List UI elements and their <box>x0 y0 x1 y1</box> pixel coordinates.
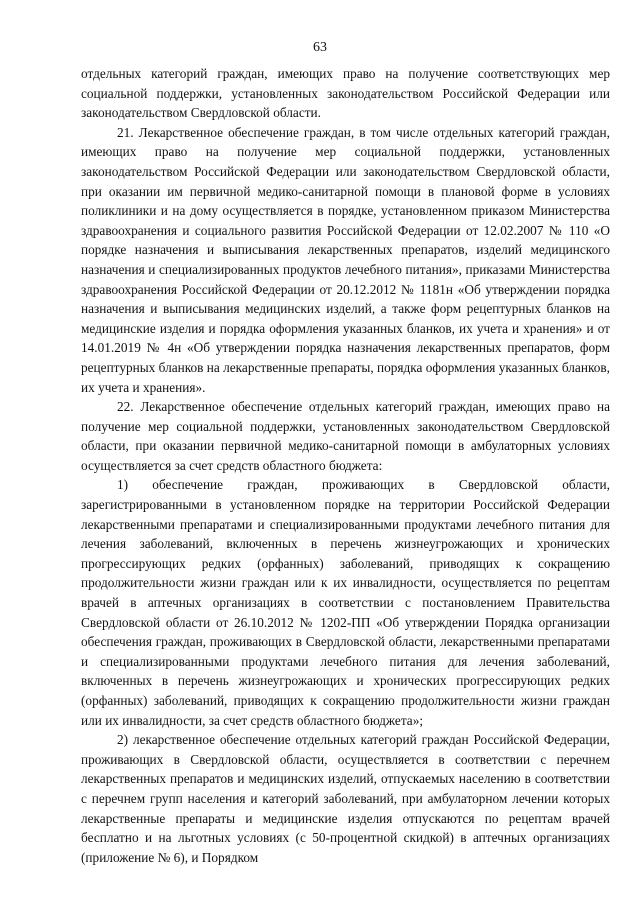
paragraph-22-item-1: 1) обеспечение граждан, проживающих в Свердловской области, зарегистрированными в установленном порядке на территории Российской Федерации лекарственными препаратами и специализированными продуктами лечебного питания для лечения заболеваний, включенных в перечень жизнеугрожающих и хронических прогрессирующих редких (орфанных) заболеваний, приводящих к сокращению продолжительности жизни граждан или к их инвалидности, осуществляется по рецептам врачей в аптечных организациях в соответствии с постановлением Правительства Свердловской области от 26.10.2012 № 1202-ПП «Об утверждении Порядка организации обеспечения граждан, проживающих в Свердловской области, лекарственными препаратами и специализированными продуктами лечебного питания для лечения заболеваний, включенных в перечень жизнеугрожающих и хронических прогрессирующих редких (орфанных) заболеваний, приводящих к сокращению продолжительности жизни граждан или их инвалидности, за счет средств областного бюджета»; <box>81 477 610 728</box>
paragraph-22: 22. Лекарственное обеспечение отдельных категорий граждан, имеющих право на получение мер социальной поддержки, установленных законодательством Свердловской области, при оказании первичной медико-санитарной помощи в амбулаторных условиях осуществляется за счет средств областного бюджета: <box>81 399 610 473</box>
page-number: 63 <box>313 40 327 55</box>
paragraph-22-item-2: 2) лекарственное обеспечение отдельных категорий граждан Российской Федерации, проживающих в Свердловской области, осуществляется в соответствии с перечнем лекарственных препаратов и медицинских изделий, отпускаемых населению в соответствии с перечнем групп населения и категорий заболеваний, при амбулаторном лечении которых лекарственные препараты и медицинские изделия отпускаются по рецептам врачей бесплатно и на льготных условиях (с 50-процентной скидкой) в аптечных организациях (приложение № 6), и Порядком <box>81 732 610 865</box>
paragraph-21: 21. Лекарственное обеспечение граждан, в том числе отдельных категорий граждан, имеющих право на получение мер социальной поддержки, установленных законодательством Российской Федерации или законодательством Свердловской области, при оказании им первичной медико-санитарной помощи в плановой форме в условиях поликлиники и на дому осуществляется в порядке, установленном приказом Министерства здравоохранения и социального развития Российской Федерации от 12.02.2007 № 110 «О порядке назначения и выписывания лекарственных препаратов, изделий медицинского назначения и специализированных продуктов лечебного питания», приказами Министерства здравоохранения Российской Федерации от 20.12.2012 № 1181н «Об утверждении порядка назначения и выписывания медицинских изделий, а также форм рецептурных бланков на медицинские изделия и порядка оформления указанных бланков, их учета и хранения» и от 14.01.2019 № 4н «Об утверждении порядка назначения лекарственных препаратов, форм рецептурных бланков на лекарственные препараты, порядка оформления указанных бланков, их учета и хранения». <box>81 124 610 395</box>
body-text <box>81 64 610 867</box>
paragraph-continuation: отдельных категорий граждан, имеющих право на получение соответствующих мер социальной поддержки, установленных законодательством Российской Федерации или законодательством Свердловской области. <box>81 66 610 121</box>
